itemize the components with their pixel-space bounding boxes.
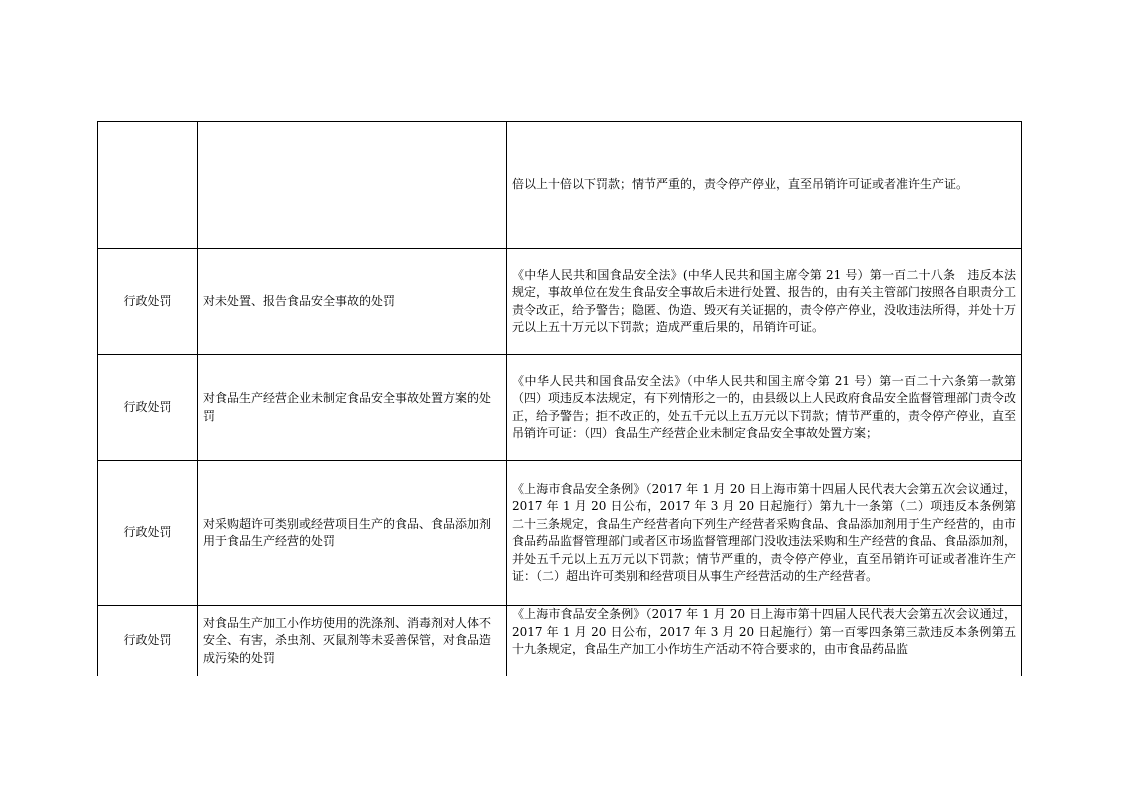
category-cell: 行政处罚 bbox=[98, 461, 198, 606]
legal-basis-cell: 《上海市食品安全条例》（2017 年 1 月 20 日上海市第十四届人民代表大会第五次会议通过，2017 年 1 月 20 日公布，2017 年 3 月 20 日起施行）第九十一条第（二）项违反本条例第二十三条规定，食品生产经营者向下列生产经营者采购食品、食品添加剂用于生产经营的，由市食品药品监督管理部门或者区市场监督管理部门没收违法采购和生产经营的食品、食品添加剂，并处五千元以上五万元以下罚款；情节严重的，责令停产停业，直至吊销许可证或者准许生产证：（二）超出许可类别和经营项目从事生产经营活动的生产经营者。 bbox=[507, 461, 1022, 606]
legal-basis-cell: 《中华人民共和国食品安全法》(中华人民共和国主席令第 21 号）第一百二十八条 违反本法规定，事故单位在发生食品安全事故后未进行处置、报告的，由有关主管部门按照各自职责分工责令改正，给予警告；隐匿、伪造、毁灭有关证据的，责令停产停业，没收违法所得，并处十万元以上五十万元以下罚款；造成严重后果的，吊销许可证。 bbox=[507, 249, 1022, 355]
table-row bbox=[98, 606, 1022, 676]
category-cell: 行政处罚 bbox=[98, 355, 198, 461]
item-cell: 对采购超许可类别或经营项目生产的食品、食品添加剂用于食品生产经营的处罚 bbox=[198, 461, 507, 606]
item-cell: 对食品生产经营企业未制定食品安全事故处置方案的处罚 bbox=[198, 355, 507, 461]
category-cell: 行政处罚 bbox=[98, 249, 198, 355]
item-cell: 对未处置、报告食品安全事故的处罚 bbox=[198, 249, 507, 355]
penalty-table bbox=[97, 121, 1022, 676]
table-row bbox=[98, 122, 1022, 249]
legal-basis-cell: 倍以上十倍以下罚款；情节严重的，责令停产停业，直至吊销许可证或者准许生产证。 bbox=[507, 122, 1022, 249]
item-cell bbox=[198, 122, 507, 249]
table-row bbox=[98, 461, 1022, 606]
legal-basis-text: 《上海市食品安全条例》（2017 年 1 月 20 日上海市第十四届人民代表大会第五次会议通过，2017 年 1 月 20 日公布，2017 年 3 月 20 日起施行）第一百零四条第三款违反本条例第五十九条规定，食品生产加工小作坊生产活动不符合要求的，由市食品药品监 bbox=[512, 607, 1016, 656]
table-row bbox=[98, 249, 1022, 355]
legal-basis-cell: 《中华人民共和国食品安全法》（中华人民共和国主席令第 21 号）第一百二十六条第一款第（四）项违反本法规定，有下列情形之一的，由县级以上人民政府食品安全监督管理部门责令改正，给予警告；拒不改正的，处五千元以上五万元以下罚款；情节严重的，责令停产停业，直至吊销许可证：（四）食品生产经营企业未制定食品安全事故处置方案； bbox=[507, 355, 1022, 461]
category-cell: 行政处罚 bbox=[98, 606, 198, 676]
category-cell bbox=[98, 122, 198, 249]
item-cell: 对食品生产加工小作坊使用的洗涤剂、消毒剂对人体不安全、有害，杀虫剂、灭鼠剂等未妥善保管，对食品造成污染的处罚 bbox=[198, 606, 507, 676]
table-row bbox=[98, 355, 1022, 461]
legal-basis-cell bbox=[507, 606, 1022, 676]
